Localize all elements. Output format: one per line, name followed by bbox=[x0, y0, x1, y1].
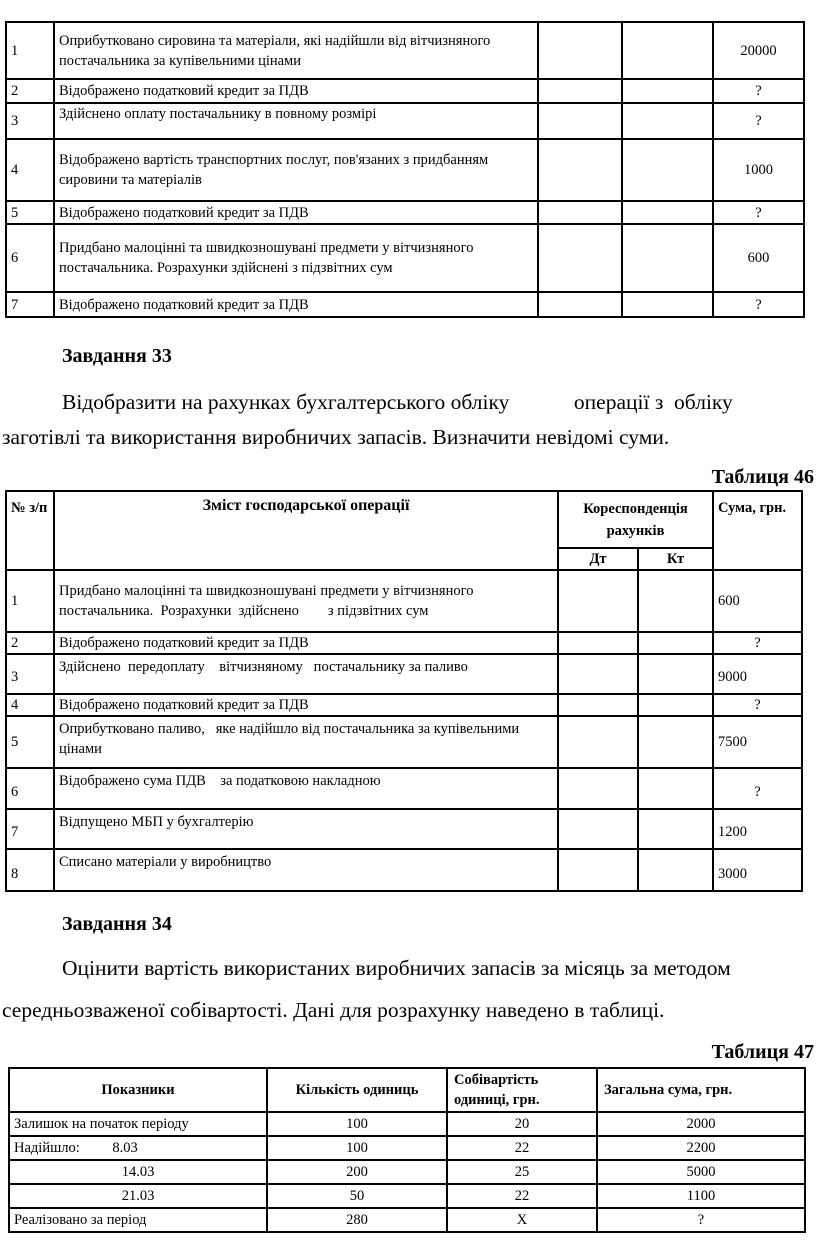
header-number: № з/п bbox=[6, 491, 54, 570]
table-row bbox=[6, 201, 804, 224]
header-content: Зміст господарської операції bbox=[54, 491, 558, 570]
credit-account bbox=[638, 694, 713, 716]
operation-sum: 1000 bbox=[713, 139, 804, 201]
row-number: 5 bbox=[6, 201, 54, 224]
row-number: 6 bbox=[6, 768, 54, 809]
task34-heading: Завдання 34 bbox=[62, 913, 172, 935]
table-row bbox=[6, 849, 802, 891]
operation-text: Здійснено передоплату вітчизняному постачальнику за паливо bbox=[54, 654, 558, 694]
operation-sum: ? bbox=[713, 79, 804, 103]
table-row bbox=[6, 716, 802, 768]
table46-title: Таблиця 46 bbox=[711, 466, 814, 488]
operations-table-continued bbox=[5, 21, 805, 318]
credit-account bbox=[638, 632, 713, 654]
quantity: 280 bbox=[267, 1208, 447, 1232]
debit-account bbox=[538, 292, 622, 317]
table-row bbox=[9, 1208, 805, 1232]
credit-account bbox=[638, 716, 713, 768]
debit-account bbox=[558, 570, 638, 632]
header-unit-cost: Собівартість одиниці, грн. bbox=[447, 1068, 597, 1112]
operation-sum: 7500 bbox=[713, 716, 802, 768]
indicator-label: 14.03 bbox=[9, 1160, 267, 1184]
operation-sum: 9000 bbox=[713, 654, 802, 694]
credit-account bbox=[638, 654, 713, 694]
table46 bbox=[5, 490, 803, 892]
debit-account bbox=[558, 632, 638, 654]
total-sum: 1100 bbox=[597, 1184, 805, 1208]
row-number: 1 bbox=[6, 22, 54, 79]
operation-text: Відображено сума ПДВ за податковою накладною bbox=[54, 768, 558, 809]
debit-account bbox=[538, 22, 622, 79]
row-number: 3 bbox=[6, 654, 54, 694]
row-number: 6 bbox=[6, 224, 54, 292]
quantity: 50 bbox=[267, 1184, 447, 1208]
table47-title: Таблиця 47 bbox=[711, 1041, 814, 1063]
table-row bbox=[6, 809, 802, 849]
debit-account bbox=[558, 694, 638, 716]
credit-account bbox=[638, 849, 713, 891]
task33-text-line2: заготівлі та використання виробничих запасів. Визначити невідомі суми. bbox=[2, 425, 670, 449]
row-number: 5 bbox=[6, 716, 54, 768]
debit-account bbox=[558, 716, 638, 768]
quantity: 100 bbox=[267, 1136, 447, 1160]
indicator-label: 21.03 bbox=[9, 1184, 267, 1208]
row-number: 4 bbox=[6, 694, 54, 716]
quantity: 200 bbox=[267, 1160, 447, 1184]
header-sum: Сума, грн. bbox=[713, 491, 802, 570]
total-sum: 5000 bbox=[597, 1160, 805, 1184]
table-row bbox=[6, 224, 804, 292]
credit-account bbox=[622, 201, 713, 224]
unit-cost: 20 bbox=[447, 1112, 597, 1136]
debit-account bbox=[538, 139, 622, 201]
header-indicators: Показники bbox=[9, 1068, 267, 1112]
row-number: 3 bbox=[6, 103, 54, 139]
row-number: 2 bbox=[6, 79, 54, 103]
header-credit: Кт bbox=[638, 548, 713, 570]
unit-cost: 25 bbox=[447, 1160, 597, 1184]
operation-text: Придбано малоцінні та швидкозношувані предмети у вітчизняного постачальника. Розрахунки здійснені з підзвітних сум bbox=[54, 224, 538, 292]
debit-account bbox=[538, 201, 622, 224]
operation-sum: ? bbox=[713, 201, 804, 224]
header-debit: Дт bbox=[558, 548, 638, 570]
table-row bbox=[6, 103, 804, 139]
operation-text: Відображено податковий кредит за ПДВ bbox=[54, 632, 558, 654]
row-number: 2 bbox=[6, 632, 54, 654]
debit-account bbox=[558, 768, 638, 809]
indicator-label: Реалізовано за період bbox=[9, 1208, 267, 1232]
debit-account bbox=[558, 849, 638, 891]
operation-sum: 20000 bbox=[713, 22, 804, 79]
indicator-label: Залишок на початок періоду bbox=[9, 1112, 267, 1136]
indicator-label: Надійшло: 8.03 bbox=[9, 1136, 267, 1160]
credit-account bbox=[622, 292, 713, 317]
total-sum: 2200 bbox=[597, 1136, 805, 1160]
quantity: 100 bbox=[267, 1112, 447, 1136]
table-row bbox=[9, 1136, 805, 1160]
operation-text: Оприбутковано паливо, яке надійшло від постачальника за купівельними цінами bbox=[54, 716, 558, 768]
table47 bbox=[8, 1067, 806, 1233]
operation-sum: ? bbox=[713, 103, 804, 139]
table-row bbox=[9, 1160, 805, 1184]
debit-account bbox=[538, 224, 622, 292]
operation-sum: 600 bbox=[713, 570, 802, 632]
operation-text: Відображено вартість транспортних послуг, пов'язаних з придбанням сировини та матеріалів bbox=[54, 139, 538, 201]
table-row bbox=[6, 768, 802, 809]
operation-text: Відображено податковий кредит за ПДВ bbox=[54, 694, 558, 716]
operation-text: Здійснено оплату постачальнику в повному розмірі bbox=[54, 103, 538, 139]
credit-account bbox=[622, 79, 713, 103]
credit-account bbox=[638, 768, 713, 809]
header-correspondence: Кореспонденція рахунків bbox=[558, 491, 713, 548]
task33-heading: Завдання 33 bbox=[62, 345, 172, 367]
table-row bbox=[9, 1184, 805, 1208]
operation-text: Відпущено МБП у бухгалтерію bbox=[54, 809, 558, 849]
table-row bbox=[6, 694, 802, 716]
unit-cost: 22 bbox=[447, 1136, 597, 1160]
table-row bbox=[6, 292, 804, 317]
row-number: 4 bbox=[6, 139, 54, 201]
operation-text: Відображено податковий кредит за ПДВ bbox=[54, 201, 538, 224]
table-row bbox=[6, 570, 802, 632]
task34-text-line1: Оцінити вартість використаних виробничих запасів за місяць за методом bbox=[62, 956, 731, 980]
credit-account bbox=[622, 224, 713, 292]
operation-sum: ? bbox=[713, 768, 802, 809]
operation-sum: ? bbox=[713, 632, 802, 654]
row-number: 1 bbox=[6, 570, 54, 632]
debit-account bbox=[538, 79, 622, 103]
credit-account bbox=[622, 22, 713, 79]
operation-text: Відображено податковий кредит за ПДВ bbox=[54, 292, 538, 317]
operation-sum: 3000 bbox=[713, 849, 802, 891]
table-row bbox=[6, 654, 802, 694]
row-number: 8 bbox=[6, 849, 54, 891]
operation-sum: ? bbox=[713, 694, 802, 716]
table-row bbox=[6, 632, 802, 654]
operation-sum: ? bbox=[713, 292, 804, 317]
operation-sum: 1200 bbox=[713, 809, 802, 849]
table-row bbox=[6, 22, 804, 79]
credit-account bbox=[638, 809, 713, 849]
header-quantity: Кількість одиниць bbox=[267, 1068, 447, 1112]
header-total: Загальна сума, грн. bbox=[597, 1068, 805, 1112]
debit-account bbox=[558, 654, 638, 694]
credit-account bbox=[622, 103, 713, 139]
task34-text-line2: середньозваженої собівартості. Дані для розрахунку наведено в таблиці. bbox=[2, 998, 665, 1022]
table-row bbox=[9, 1112, 805, 1136]
table-row bbox=[6, 139, 804, 201]
row-number: 7 bbox=[6, 809, 54, 849]
total-sum: 2000 bbox=[597, 1112, 805, 1136]
unit-cost: Х bbox=[447, 1208, 597, 1232]
operation-text: Придбано малоцінні та швидкозношувані предмети у вітчизняного постачальника. Розрахунки здійснено з підзвітних сум bbox=[54, 570, 558, 632]
operation-text: Списано матеріали у виробництво bbox=[54, 849, 558, 891]
operation-sum: 600 bbox=[713, 224, 804, 292]
operation-text: Відображено податковий кредит за ПДВ bbox=[54, 79, 538, 103]
task33-text-line1: Відобразити на рахунках бухгалтерського обліку операції з обліку bbox=[62, 390, 733, 414]
table-row bbox=[6, 79, 804, 103]
operation-text: Оприбутковано сировина та матеріали, які надійшли від вітчизняного постачальника за купівельними цінами bbox=[54, 22, 538, 79]
credit-account bbox=[638, 570, 713, 632]
credit-account bbox=[622, 139, 713, 201]
debit-account bbox=[538, 103, 622, 139]
debit-account bbox=[558, 809, 638, 849]
row-number: 7 bbox=[6, 292, 54, 317]
total-sum: ? bbox=[597, 1208, 805, 1232]
unit-cost: 22 bbox=[447, 1184, 597, 1208]
